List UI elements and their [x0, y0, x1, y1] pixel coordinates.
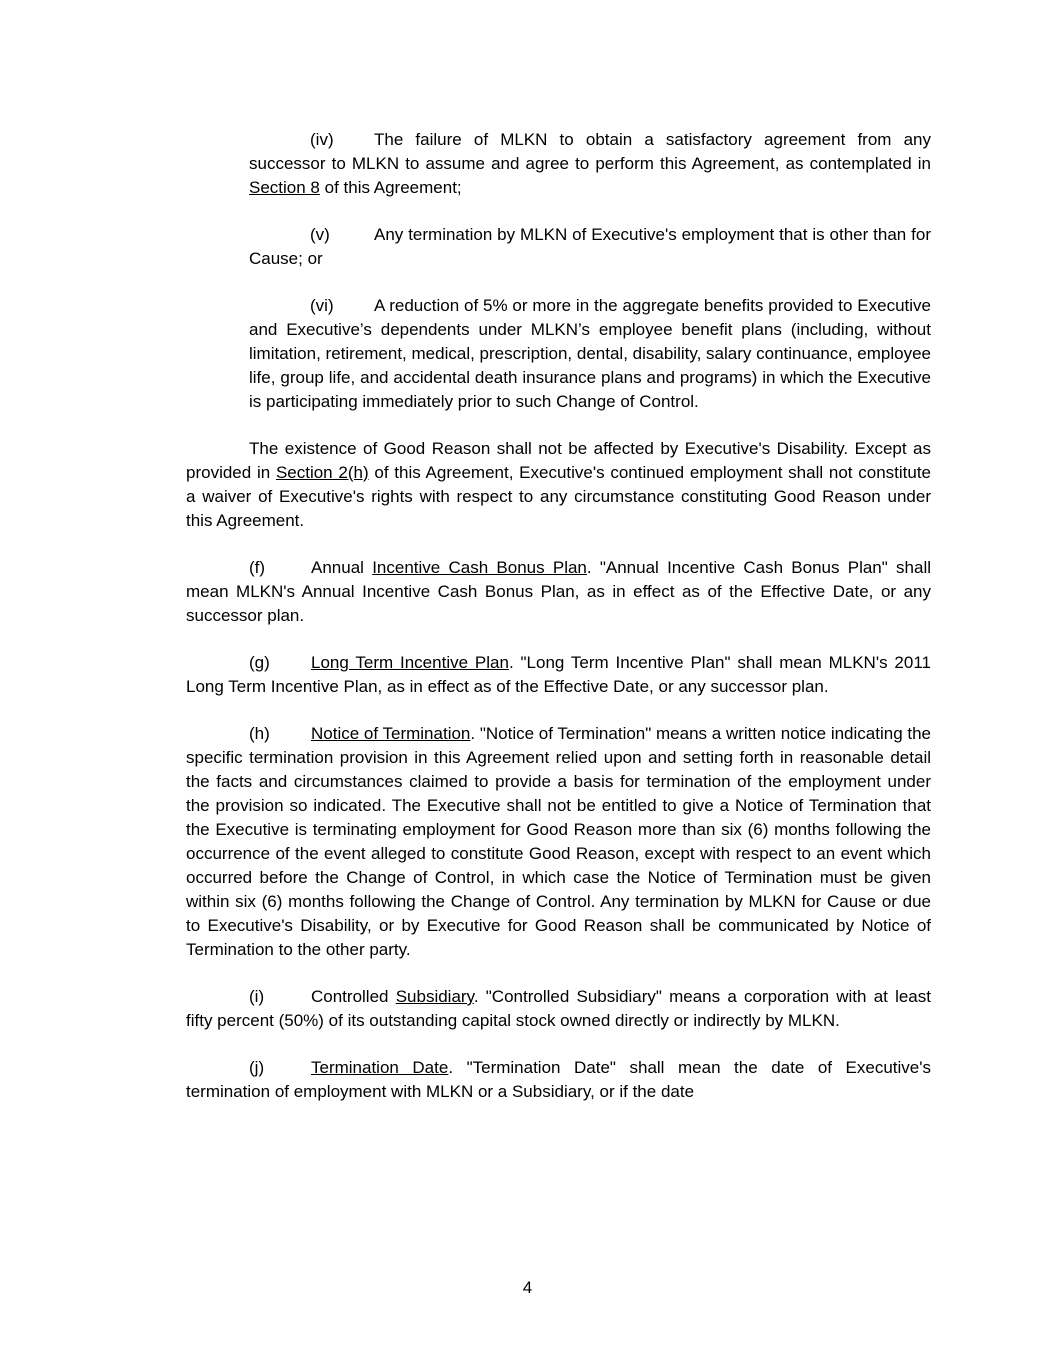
paragraph	[249, 128, 931, 200]
paragraph	[186, 722, 931, 962]
paragraph-label: (j)	[249, 1058, 265, 1077]
paragraph-label: (i)	[249, 987, 265, 1006]
text-run: The failure of MLKN to obtain a satisfactory agreement from any successor to MLKN to assume and agree to perform this Agreement, as contemplated in	[249, 130, 931, 173]
underlined-text: Incentive Cash Bonus Plan	[372, 558, 587, 577]
text-run: . "Long Term Incentive Plan" shall mean MLKN's 2011 Long Term Incentive Plan, as in effect as of the Effective Date, or any successor plan.	[186, 653, 931, 696]
underlined-text: Section 2(h)	[275, 463, 369, 482]
paragraph	[186, 1056, 931, 1104]
paragraph-label: (iv)	[310, 130, 334, 149]
paragraph	[186, 985, 931, 1033]
document-body	[186, 128, 931, 1127]
text-run: . "Controlled Subsidiary" means a corporation with at least fifty percent (50%) of its outstanding capital stock owned directly or indirectly by MLKN.	[186, 987, 931, 1030]
paragraph-label: (v)	[310, 225, 330, 244]
paragraph-label: (h)	[249, 724, 270, 743]
paragraph	[249, 223, 931, 271]
paragraph-label: (f)	[249, 558, 266, 577]
page-number: 4	[522, 1278, 533, 1297]
text-run: Any termination by MLKN of Executive's employment that is other than for Cause; or	[249, 225, 931, 268]
text-run: of this Agreement, Executive's continued employment shall not constitute a waiver of Executive's rights with respect to any circumstance constituting Good Reason under this Agreement.	[186, 463, 932, 530]
underlined-text: Termination Date	[311, 1058, 449, 1077]
text-run: A reduction of 5% or more in the aggregate benefits provided to Executive and Executive’s dependents under MLKN’s employee benefit plans (including, without limitation, retirement, medical, prescription, dental, disability, salary continuance, employee life, group life, and accidental death insurance plans and programs) in which the Executive is participating immediately prior to such Change of Control.	[249, 296, 931, 411]
paragraph	[249, 294, 931, 414]
paragraph	[186, 437, 931, 533]
text-run: . "Annual Incentive Cash Bonus Plan" shall mean MLKN's Annual Incentive Cash Bonus Plan, as in effect as of the Effective Date, or any successor plan.	[186, 558, 932, 625]
underlined-text: Subsidiary	[395, 987, 474, 1006]
underlined-text: Notice of Termination	[311, 724, 471, 743]
paragraph-label: (g)	[249, 653, 270, 672]
text-run: Annual	[311, 558, 373, 577]
underlined-text: Section 8	[249, 178, 320, 197]
paragraph	[186, 556, 931, 628]
text-run: The existence of Good Reason shall not be affected by Executive's Disability. Except as provided in	[186, 439, 931, 482]
text-run: of this Agreement;	[319, 178, 462, 197]
paragraph	[186, 651, 931, 699]
text-run: Controlled	[311, 987, 396, 1006]
underlined-text: Long Term Incentive Plan	[311, 653, 509, 672]
paragraph-label: (vi)	[310, 296, 334, 315]
text-run: . "Notice of Termination" means a written notice indicating the specific termination provision in this Agreement relied upon and setting forth in reasonable detail the facts and circumstances claimed to provide a basis for termination of the employment under the provision so indicated. The Executive shall not be entitled to give a Notice of Termination that the Executive is terminating employment for Good Reason more than six (6) months following the occurrence of the event alleged to constitute Good Reason, except with respect to an event which occurred before the Change of Control, in which case the Notice of Termination must be given within six (6) months following the Change of Control. Any termination by MLKN for Cause or due to Executive's Disability, or by Executive for Good Reason shall be communicated by Notice of Termination to the other party.	[186, 724, 932, 959]
text-run: . "Termination Date" shall mean the date of Executive's termination of employment with MLKN or a Subsidiary, or if the date	[186, 1058, 931, 1101]
